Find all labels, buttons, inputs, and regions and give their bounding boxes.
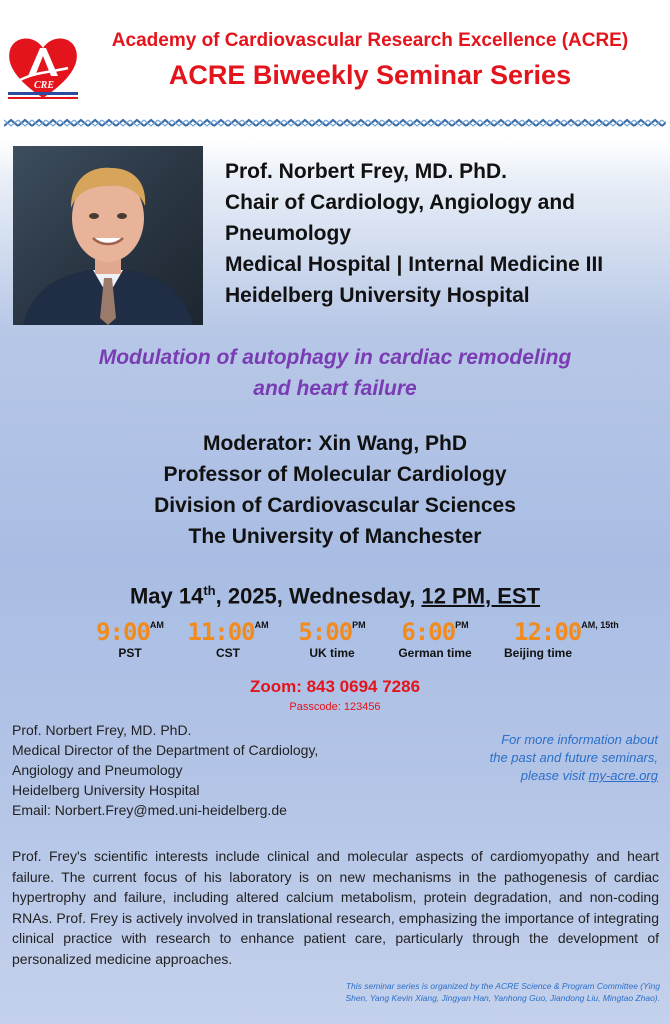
- tz-label: CST: [216, 646, 240, 660]
- moderator-title: Professor of Molecular Cardiology: [163, 463, 507, 486]
- contact-role-line1: Medical Director of the Department of Cardiology,: [12, 742, 319, 758]
- contact-role-line2: Angiology and Pneumology: [12, 762, 183, 778]
- speaker-title-line2: Pneumology: [225, 222, 352, 245]
- timezone-german: [375, 618, 495, 660]
- logo-text: CRE: [33, 80, 55, 91]
- more-info-line2: the past and future seminars,: [489, 750, 658, 765]
- more-info-line3: please visit: [520, 768, 589, 783]
- date-time: 12 PM, EST: [421, 583, 541, 609]
- tz-time: 6:00: [401, 618, 456, 646]
- speaker-institution: Heidelberg University Hospital: [225, 284, 530, 307]
- zoom-passcode: Passcode: 123456: [289, 701, 381, 713]
- timezone-uk: [272, 618, 392, 660]
- date-suffix: th: [203, 583, 216, 598]
- tz-ampm: PM: [352, 620, 366, 630]
- contact-name: Prof. Norbert Frey, MD. PhD.: [12, 722, 192, 738]
- tz-label: Beijing time: [504, 646, 573, 660]
- date-rest: , 2025, Wednesday,: [215, 583, 422, 609]
- talk-title-line1: Modulation of autophagy in cardiac remodeling: [98, 346, 572, 369]
- speaker-title-line1: Chair of Cardiology, Angiology and: [225, 191, 575, 214]
- tz-ampm: AM: [149, 620, 164, 630]
- speaker-dept: Medical Hospital | Internal Medicine III: [225, 253, 604, 276]
- more-info-line1: For more information about: [501, 732, 658, 747]
- decorative-divider: [4, 116, 666, 128]
- moderator-university: The University of Manchester: [188, 525, 482, 548]
- acre-website-link[interactable]: my-acre.org: [588, 768, 658, 783]
- seminar-date: [0, 583, 670, 609]
- org-name: Academy of Cardiovascular Research Excellence (ACRE): [111, 30, 629, 51]
- moderator-division: Division of Cardiovascular Sciences: [154, 494, 516, 517]
- tz-time: 9:00: [96, 618, 150, 646]
- tz-label: PST: [118, 646, 142, 660]
- moderator-name: Moderator: Xin Wang, PhD: [202, 432, 468, 455]
- tz-ampm: PM: [455, 620, 469, 630]
- organizers-line2: Shen, Yang Kevin Xiang, Jingyan Han, Yanhong Guo, Jiandong Liu, Mingtao Zhao).: [345, 993, 660, 1003]
- timezone-beijing: [488, 618, 628, 660]
- tz-time: 5:00: [298, 618, 353, 646]
- contact-institution: Heidelberg University Hospital: [12, 782, 200, 798]
- tz-time: 11:00: [187, 618, 255, 646]
- talk-title-line2: and heart failure: [253, 377, 417, 400]
- timezone-cst: [168, 618, 288, 660]
- organizers-note: [282, 980, 660, 1004]
- tz-time: 12:00: [514, 618, 582, 646]
- more-info: [450, 731, 658, 785]
- speaker-bio: Prof. Frey's scientific interests include clinical and molecular aspects of cardiomyopathy and heart failure. The current focus of his laboratory is on new mechanisms in the pathogenesis of cardiac hypertrophy and failure, including altered calcium metabolism, protein degradation, and non-coding RNAs. Prof. Frey is actively involved in translational research, emphasizing the importance of integrating clinical practice with research to enhance patient care, particularly through the development of personalized medicine approaches.: [12, 848, 659, 967]
- talk-title: [20, 342, 650, 404]
- tz-label: UK time: [309, 646, 355, 660]
- date-month-day: May 14: [129, 583, 204, 609]
- speaker-photo: [13, 146, 203, 325]
- speaker-info: [225, 156, 665, 311]
- speaker-name: Prof. Norbert Frey, MD. PhD.: [225, 160, 507, 183]
- tz-ampm: AM: [254, 620, 269, 630]
- moderator-info: [0, 428, 670, 552]
- acre-logo: [6, 32, 80, 104]
- organizers-line1: This seminar series is organized by the ACRE Science & Program Committee (Ying: [345, 981, 660, 991]
- tz-ampm: AM, 15th: [581, 620, 619, 630]
- contact-block: [12, 720, 432, 820]
- zoom-meeting-id[interactable]: Zoom: 843 0694 7286: [249, 677, 421, 696]
- series-title: ACRE Biweekly Seminar Series: [168, 60, 572, 90]
- contact-email[interactable]: Email: Norbert.Frey@med.uni-heidelberg.de: [12, 802, 287, 818]
- tz-label: German time: [398, 646, 472, 660]
